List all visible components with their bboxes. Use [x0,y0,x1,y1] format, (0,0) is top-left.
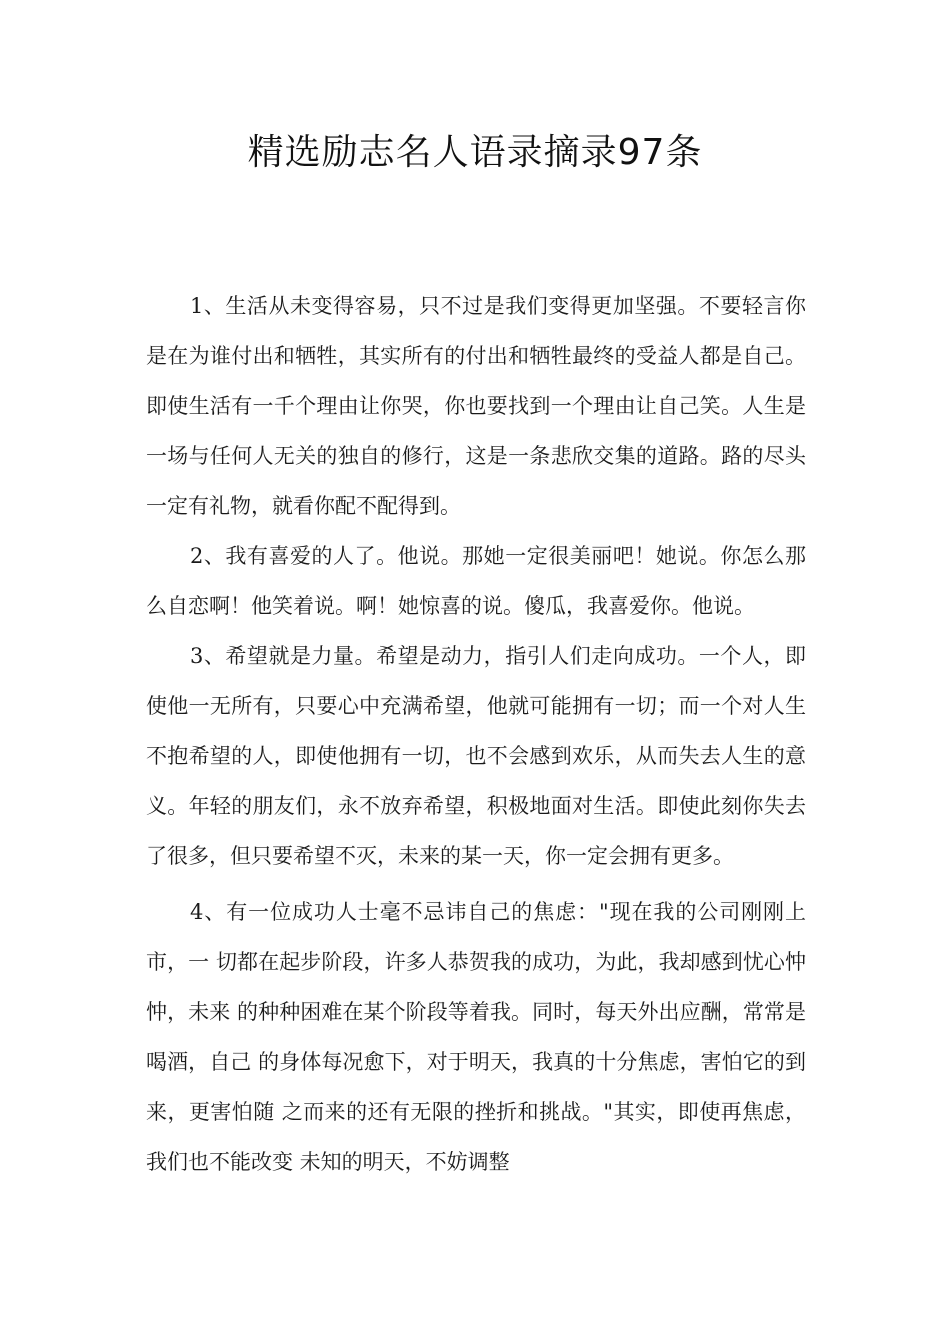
document-body [146,281,806,1187]
paragraph-1: 1、生活从未变得容易，只不过是我们变得更加坚强。不要轻言你是在为谁付出和牺牲，其实所有的付出和牺牲最终的受益人都是自己。即使生活有一千个理由让你哭，你也要找到一个理由让自己笑。人生是一场与任何人无关的独自的修行，这是一条悲欣交集的道路。路的尽头一定有礼物，就看你配不配得到。 [146,294,806,518]
paragraph-4: 4、有一位成功人士毫不忌讳自己的焦虑："现在我的公司刚刚上市，一 切都在起步阶段，许多人恭贺我的成功，为此，我却感到忧心忡忡，未来 的种种困难在某个阶段等着我。同时，每天外出应酬，常常是喝酒，自己 的身体每况愈下，对于明天，我真的十分焦虑，害怕它的到来，更害怕随 之而来的还有无限的挫折和挑战。"其实，即使再焦虑，我们也不能改变 未知的明天，不妨调整 [146,900,806,1174]
paragraph-3: 3、希望就是力量。希望是动力，指引人们走向成功。一个人，即使他一无所有，只要心中充满希望，他就可能拥有一切；而一个对人生不抱希望的人，即使他拥有一切，也不会感到欢乐，从而失去人生的意义。年轻的朋友们，永不放弃希望，积极地面对生活。即使此刻你失去了很多，但只要希望不灭，未来的某一天，你一定会拥有更多。 [146,644,806,868]
document-title: 精选励志名人语录摘录97条 [247,132,703,173]
paragraph-2: 2、我有喜爱的人了。他说。那她一定很美丽吧！她说。你怎么那么自恋啊！他笑着说。啊！她惊喜的说。傻瓜，我喜爱你。他说。 [146,544,806,618]
